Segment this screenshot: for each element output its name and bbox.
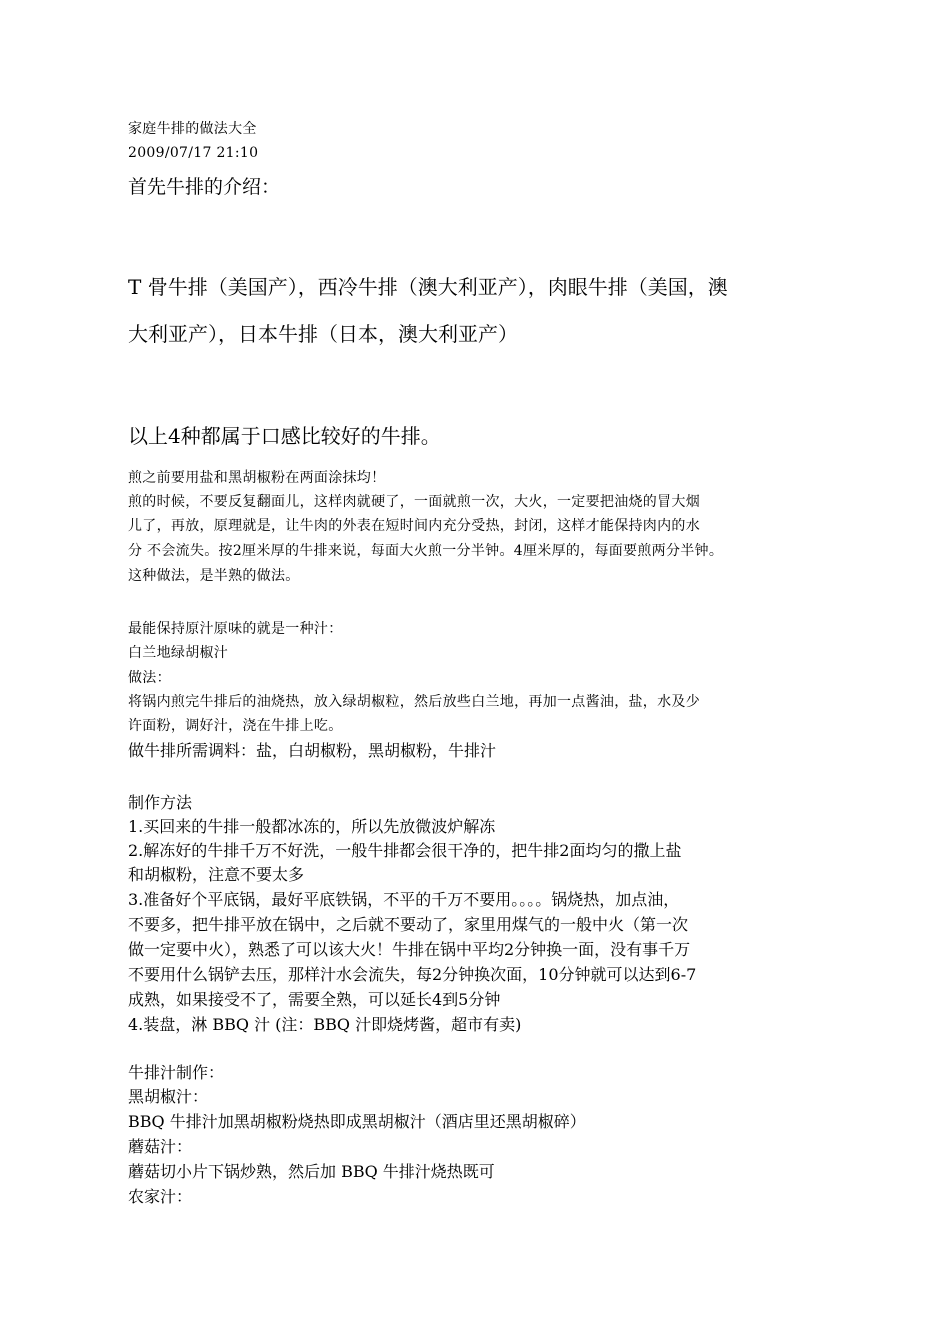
method-line: 4.装盘，淋 BBQ 汁 (注：BBQ 汁即烧烤酱，超市有卖) <box>128 1015 522 1034</box>
method-line: 不要用什么锅铲去压，那样汁水会流失，每2分钟换次面，10分钟就可以达到6-7 <box>128 965 697 984</box>
sauce-making-line: 黑胡椒汁： <box>128 1087 209 1106</box>
sauce-line: 做法： <box>128 670 171 686</box>
method-line: 不要多，把牛排平放在锅中，之后就不要动了，家里用煤气的一般中火（第一次 <box>128 915 689 934</box>
tip-line: 这种做法，是半熟的做法。 <box>128 568 300 584</box>
sauce-making-line: BBQ 牛排汁加黑胡椒粉烧热即成黑胡椒汁（酒店里还黑胡椒碎） <box>128 1112 586 1131</box>
document-title: 家庭牛排的做法大全 <box>128 121 257 137</box>
steak-types-line-2: 大利亚产），日本牛排（日本，澳大利亚产） <box>128 322 518 346</box>
method-line: 成熟，如果接受不了，需要全熟，可以延长4到5分钟 <box>128 990 501 1009</box>
sauce-line: 最能保持原汁原味的就是一种汁： <box>128 621 343 637</box>
tip-line: 煎的时候，不要反复翻面儿，这样肉就硬了，一面就煎一次，大火，一定要把油烧的冒大烟 <box>128 494 700 510</box>
method-line: 2.解冻好的牛排千万不好洗，一般牛排都会很干净的，把牛排2面均匀的撒上盐 <box>128 841 682 860</box>
steak-types-summary: 以上4种都属于口感比较好的牛排。 <box>128 424 441 448</box>
sauce-line: 许面粉，调好汁，浇在牛排上吃。 <box>128 718 343 734</box>
sauce-line: 白兰地绿胡椒汁 <box>128 645 229 661</box>
method-line: 3.准备好个平底锅，最好平底铁锅，不平的千万不要用。。。。锅烧热，加点油， <box>128 890 680 909</box>
tip-line: 分 不会流失。按2厘米厚的牛排来说，每面大火煎一分半钟。4厘米厚的，每面要煎两分半钟。 <box>128 543 724 559</box>
sauce-making-line: 牛排汁制作： <box>128 1063 225 1082</box>
sauce-making-line: 蘑菇切小片下锅炒熟，然后加 BBQ 牛排汁烧热既可 <box>128 1162 495 1181</box>
tip-line: 煎之前要用盐和黑胡椒粉在两面涂抹均！ <box>128 470 386 486</box>
sauce-making-line: 农家汁： <box>128 1187 193 1206</box>
intro-heading: 首先牛排的介绍： <box>128 176 281 198</box>
steak-types-line-1: T 骨牛排（美国产），西冷牛排（澳大利亚产），肉眼牛排（美国，澳 <box>128 275 728 299</box>
tip-line: 儿了，再放，原理就是，让牛肉的外表在短时间内充分受热，封闭，这样才能保持肉内的水 <box>128 518 700 534</box>
sauce-line: 将锅内煎完牛排后的油烧热，放入绿胡椒粒，然后放些白兰地，再加一点酱油，盐，水及少 <box>128 694 700 710</box>
method-line: 制作方法 <box>128 793 193 812</box>
post-date: 2009/07/17 21:10 <box>128 145 259 161</box>
method-line: 和胡椒粉，注意不要太多 <box>128 865 305 884</box>
sauce-making-line: 蘑菇汁： <box>128 1137 193 1156</box>
method-line: 1.买回来的牛排一般都冰冻的，所以先放微波炉解冻 <box>128 817 496 836</box>
seasoning-line: 做牛排所需调料：盐，白胡椒粉，黑胡椒粉，牛排汁 <box>128 741 497 760</box>
method-line: 做一定要中火），熟悉了可以该大火！牛排在锅中平均2分钟换一面，没有事千万 <box>128 940 691 959</box>
